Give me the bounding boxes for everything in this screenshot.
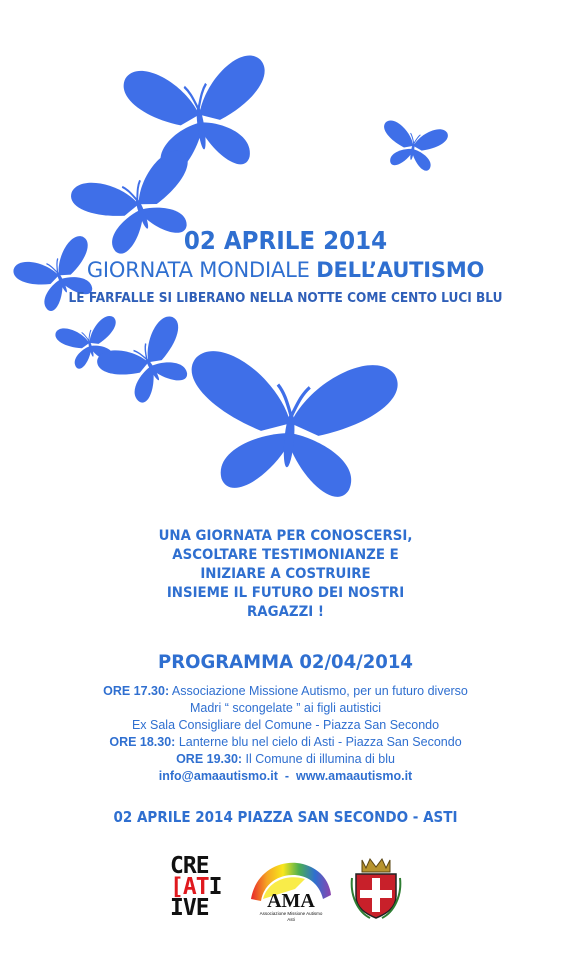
footer-event-line: 02 APRILE 2014 PIAZZA SAN SECONDO - ASTI bbox=[113, 808, 458, 826]
program-text: Lanterne blu nel cielo di Asti - Piazza San Secondo bbox=[175, 735, 462, 749]
email-link[interactable]: info@amaautismo.it bbox=[158, 769, 278, 783]
program-time: ORE 17.30: bbox=[103, 684, 170, 698]
program-item bbox=[0, 734, 571, 751]
ama-logo bbox=[245, 855, 337, 923]
contact-separator: - bbox=[277, 769, 296, 783]
ama-logo-city: Asti bbox=[287, 917, 295, 922]
creative-bracket: [ bbox=[170, 874, 183, 900]
intro-line: ASCOLTARE TESTIMONIANZE E bbox=[172, 547, 399, 563]
subtitle-regular: GIORNATA MONDIALE bbox=[86, 258, 317, 282]
contact-line bbox=[0, 768, 571, 785]
program-text: Madri “ scongelate ” ai figli autistici bbox=[189, 701, 382, 715]
creative-row: CRE bbox=[170, 853, 209, 879]
intro-line: RAGAZZI ! bbox=[247, 604, 324, 620]
program-text: Ex Sala Consigliare del Comune - Piazza San Secondo bbox=[131, 718, 440, 732]
subtitle-bold: DELL’AUTISMO bbox=[316, 258, 485, 282]
butterfly-3 bbox=[378, 119, 449, 173]
event-tagline: LE FARFALLE SI LIBERANO NELLA NOTTE COME CENTO LUCI BLU bbox=[68, 290, 503, 306]
program-list bbox=[0, 683, 571, 785]
butterfly-7 bbox=[182, 349, 400, 501]
creative-row: IVE bbox=[170, 895, 209, 921]
butterfly-1 bbox=[122, 53, 278, 179]
program-item bbox=[0, 700, 571, 717]
intro-line: INSIEME IL FUTURO DEI NOSTRI bbox=[166, 585, 405, 601]
program-item bbox=[0, 683, 571, 700]
creative-highlight: AT bbox=[182, 874, 209, 900]
program-title: PROGRAMMA 02/04/2014 bbox=[157, 651, 413, 673]
creative-row-end: I bbox=[208, 874, 222, 900]
ama-logo-name: AMA bbox=[267, 890, 315, 912]
event-date-title: 02 APRILE 2014 bbox=[183, 226, 388, 255]
program-time: ORE 18.30: bbox=[109, 735, 176, 749]
intro-text bbox=[0, 527, 571, 622]
event-subtitle bbox=[0, 258, 571, 282]
program-item bbox=[0, 751, 571, 768]
asti-coat-of-arms-icon bbox=[348, 856, 404, 922]
intro-line: INIZIARE A COSTRUIRE bbox=[200, 566, 371, 582]
program-text: Associazione Missione Autismo, per un futuro diverso bbox=[169, 684, 468, 698]
creative-logo bbox=[170, 853, 232, 921]
ama-logo-caption: Associazione Missione Autismo bbox=[259, 911, 323, 916]
program-item bbox=[0, 717, 571, 734]
intro-line: UNA GIORNATA PER CONOSCERSI, bbox=[158, 528, 413, 544]
program-time: ORE 19.30: bbox=[176, 752, 243, 766]
program-text: Il Comune di illumina di blu bbox=[242, 752, 395, 766]
website-link[interactable]: www.amaautismo.it bbox=[295, 769, 413, 783]
